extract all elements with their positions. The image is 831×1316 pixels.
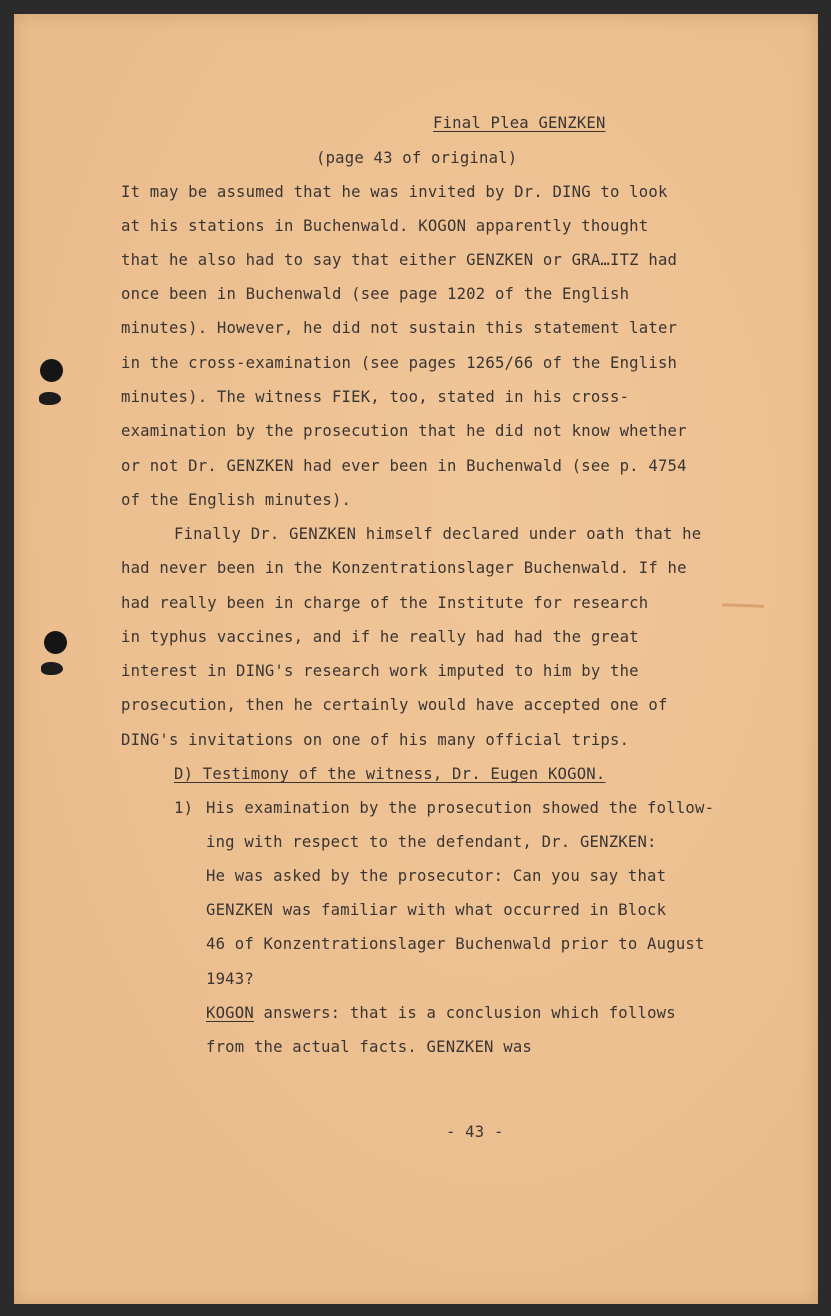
text-line: had really been in charge of the Institute for research: [121, 594, 649, 612]
text-line: It may be assumed that he was invited by Dr. DING to look: [121, 183, 668, 201]
document-title: Final Plea GENZKEN: [433, 114, 606, 132]
text-line: minutes). The witness FIEK, too, stated in his cross-: [121, 388, 630, 406]
answer-line: [206, 1004, 676, 1022]
text-line: that he also had to say that either GENZKEN or GRA…ITZ had: [121, 251, 678, 269]
text-line: or not Dr. GENZKEN had ever been in Buchenwald (see p. 4754: [121, 457, 687, 475]
text-line: in the cross-examination (see pages 1265/66 of the English: [121, 354, 678, 372]
text-line: prosecution, then he certainly would have accepted one of: [121, 696, 668, 714]
answer-text: answers: that is a conclusion which follows: [253, 1004, 676, 1022]
text-line: of the English minutes).: [121, 491, 352, 509]
text-line: GENZKEN was familiar with what occurred in Block: [206, 901, 667, 919]
text-line: 46 of Konzentrationslager Buchenwald prior to August: [206, 935, 705, 953]
text-line: 1943?: [206, 970, 254, 988]
item-number: 1): [174, 799, 194, 817]
punch-hole-bottom: [44, 631, 67, 654]
paper-stain: [722, 603, 764, 607]
text-line: in typhus vaccines, and if he really had had the great: [121, 628, 639, 646]
text-line: from the actual facts. GENZKEN was: [206, 1038, 532, 1056]
text-line: Finally Dr. GENZKEN himself declared under oath that he: [174, 525, 702, 543]
page-number: - 43 -: [446, 1123, 504, 1141]
text-line: once been in Buchenwald (see page 1202 of the English: [121, 285, 630, 303]
answer-speaker: KOGON: [206, 1004, 254, 1022]
text-line: examination by the prosecution that he did not know whether: [121, 422, 687, 440]
punch-hole-top: [40, 359, 63, 382]
text-line: ing with respect to the defendant, Dr. GENZKEN:: [206, 833, 657, 851]
ink-blot-bottom: [41, 662, 63, 675]
text-line: interest in DING's research work imputed to him by the: [121, 662, 639, 680]
document-page: [14, 14, 818, 1304]
ink-blot-top: [39, 392, 61, 405]
section-d-heading: D) Testimony of the witness, Dr. Eugen KOGON.: [174, 765, 606, 783]
text-line: His examination by the prosecution showed the follow-: [206, 799, 715, 817]
text-line: had never been in the Konzentrationslager Buchenwald. If he: [121, 559, 687, 577]
text-line: DING's invitations on one of his many official trips.: [121, 731, 630, 749]
page-reference: (page 43 of original): [316, 149, 518, 167]
text-line: He was asked by the prosecutor: Can you say that: [206, 867, 667, 885]
text-line: at his stations in Buchenwald. KOGON apparently thought: [121, 217, 649, 235]
text-line: minutes). However, he did not sustain this statement later: [121, 319, 678, 337]
